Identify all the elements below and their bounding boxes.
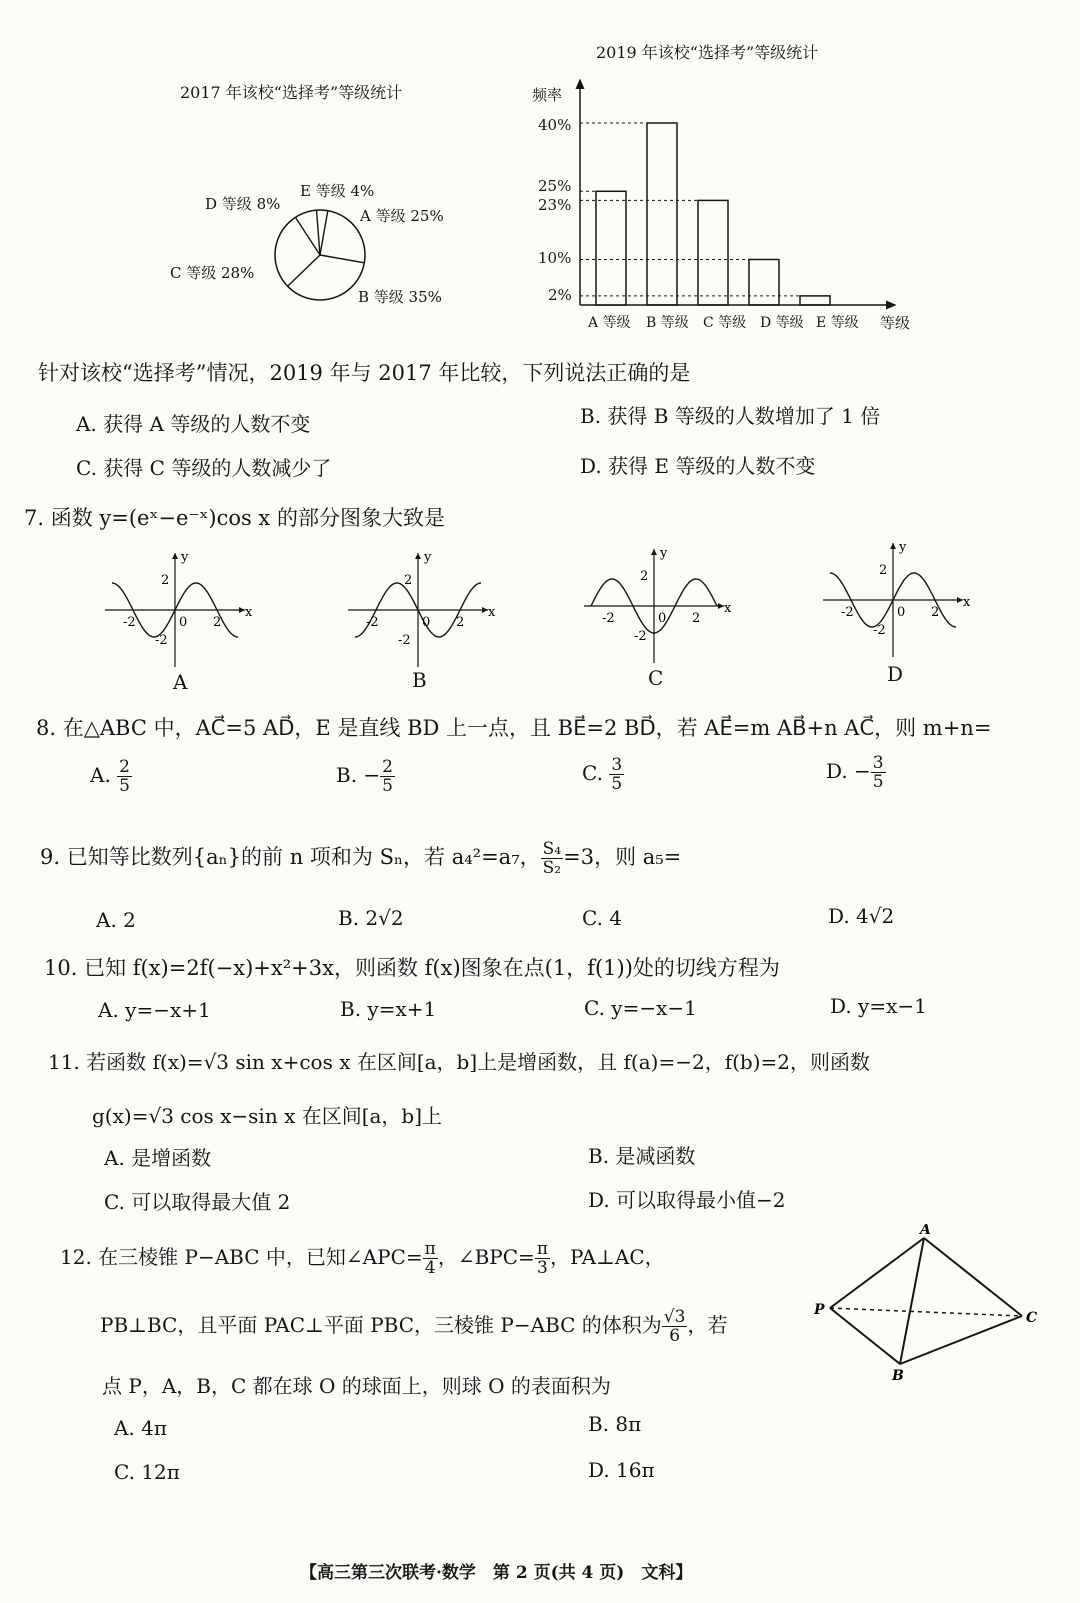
q12-option-c: C. 12π — [114, 1460, 180, 1484]
q7-tick-y-neg: -2 — [873, 623, 886, 638]
q7-tick-pos: 2 — [456, 615, 465, 630]
q10-option-c: C. y=−x−1 — [584, 996, 697, 1020]
vertex-p-label: P — [814, 1302, 825, 1318]
bar-cat-a: A 等级 — [588, 315, 631, 331]
pie-label-d: D 等级 8% — [205, 195, 281, 213]
bar-cat-b: B 等级 — [646, 315, 689, 331]
q7-tick-y-neg: -2 — [155, 633, 168, 648]
q11-option-b: B. 是减函数 — [588, 1144, 696, 1168]
bar-tick-2: 2% — [548, 286, 572, 304]
edge-bc — [900, 1316, 1022, 1364]
edge-ac — [924, 1238, 1022, 1316]
q12-line3: 点 P，A，B，C 都在球 O 的球面上，则球 O 的表面积为 — [102, 1374, 611, 1398]
q9-option-b: B. 2√2 — [338, 906, 404, 930]
bar-tick-40: 40% — [538, 116, 572, 134]
bar-cat-e: E 等级 — [816, 315, 859, 331]
q7-y-label: y — [899, 540, 907, 555]
pie-slice-A 等级 — [320, 211, 328, 255]
q12-line2: PB⊥BC，且平面 PAC⊥平面 PBC，三棱锥 P−ABC 的体积为 $\frac{√3}{6}$ ，若 — [100, 1307, 728, 1346]
bar-3 — [749, 260, 779, 306]
pie-label-b: B 等级 35% — [358, 288, 442, 306]
q7-tick-y-neg: -2 — [398, 633, 411, 648]
q8-option-c: C. $\frac{3}{5}$ — [582, 755, 623, 794]
q7-graph-A — [95, 545, 255, 675]
q7-y-label: y — [424, 550, 432, 565]
q7-tick-pos: 2 — [213, 615, 222, 630]
bar-tick-10: 10% — [538, 249, 572, 267]
bar-chart-title: 2019 年该校“选择考”等级统计 — [596, 43, 819, 62]
q7-label-b: B — [412, 668, 427, 692]
q7-origin-label: 0 — [179, 615, 188, 630]
edge-pc-hidden — [830, 1308, 1022, 1316]
bar-0 — [596, 191, 626, 305]
q12-option-b: B. 8π — [588, 1412, 642, 1436]
q7-graph-C — [574, 541, 734, 671]
bar-chart — [520, 70, 930, 340]
q9-option-c: C. 4 — [582, 906, 623, 930]
q7-origin-label: 0 — [658, 611, 667, 626]
q8-option-a: A. $\frac{2}{5}$ — [90, 757, 130, 796]
q7-tick-y-pos: 2 — [640, 569, 649, 584]
pie-slice-E 等级 — [317, 210, 321, 255]
vertex-c-label: C — [1026, 1310, 1038, 1326]
edge-pb — [830, 1308, 900, 1364]
q9-option-a: A. 2 — [96, 908, 136, 932]
pie-slice-C 等级 — [288, 255, 320, 286]
q6-option-d: D. 获得 E 等级的人数不变 — [580, 454, 816, 478]
q7-tick-y-pos: 2 — [404, 573, 413, 588]
q11-option-a: A. 是增函数 — [104, 1146, 212, 1170]
q10-option-d: D. y=x−1 — [830, 994, 927, 1018]
q8-stem: 8. 在△ABC 中，AC⃗=5 AD⃗，E 是直线 BD 上一点，且 BE⃗=2 BD⃗，若 AE⃗=m AB⃗+n AC⃗，则 m+n= — [36, 716, 992, 740]
q7-tick-pos: 2 — [931, 605, 940, 620]
q9-option-d: D. 4√2 — [828, 904, 895, 928]
bar-x-label: 等级 — [880, 314, 911, 332]
pie-label-e: E 等级 4% — [300, 182, 375, 200]
q7-label-c: C — [648, 666, 664, 690]
pie-chart-title: 2017 年该校“选择考”等级统计 — [180, 83, 403, 102]
q10-option-b: B. y=x+1 — [340, 997, 437, 1021]
q12-line1: 12. 在三棱锥 P−ABC 中，已知∠APC= $\frac{\pi}{4}$ ，∠BPC= $\frac{\pi}{3}$ ，PA⊥AC， — [60, 1239, 665, 1278]
q7-stem: 7. 函数 y=(eˣ−e⁻ˣ)cos x 的部分图象大致是 — [24, 506, 445, 530]
q11-line1: 11. 若函数 f(x)=√3 sin x+cos x 在区间[a，b]上是增函数，且 f(a)=−2，f(b)=2，则函数 — [48, 1050, 870, 1074]
q9-stem: 9. 已知等比数列{aₙ}的前 n 项和为 Sₙ，若 a₄²=a₇， $\frac{\text{S₄}}{\text{S₂}}$ =3，则 a₅= — [40, 839, 682, 878]
q7-y-label: y — [181, 550, 189, 565]
q8-option-d: D. − $\frac{3}{5}$ — [826, 753, 884, 792]
q7-graph-B — [338, 545, 498, 675]
bar-2 — [698, 200, 728, 305]
q7-tick-y-pos: 2 — [161, 573, 170, 588]
q7-tick-neg: -2 — [366, 615, 379, 630]
q12-option-d: D. 16π — [588, 1458, 655, 1482]
tetrahedron-figure — [812, 1224, 1052, 1384]
q11-line2: g(x)=√3 cos x−sin x 在区间[a，b]上 — [92, 1104, 443, 1128]
bar-y-label: 频率 — [532, 86, 563, 104]
q7-tick-neg: -2 — [602, 611, 615, 626]
edge-pa — [830, 1238, 924, 1308]
q6-option-c: C. 获得 C 等级的人数减少了 — [76, 456, 332, 480]
pie-label-c: C 等级 28% — [170, 264, 255, 282]
q7-tick-neg: -2 — [123, 615, 136, 630]
bar-tick-23: 23% — [538, 196, 572, 214]
q7-tick-y-pos: 2 — [879, 563, 888, 578]
pie-label-a: A 等级 25% — [360, 207, 444, 225]
vertex-a-label: A — [920, 1224, 931, 1238]
q7-tick-neg: -2 — [841, 605, 854, 620]
q7-label-d: D — [887, 662, 904, 686]
q6-option-b: B. 获得 B 等级的人数增加了 1 倍 — [580, 404, 881, 428]
q7-tick-pos: 2 — [692, 611, 701, 626]
bar-cat-c: C 等级 — [703, 315, 747, 331]
q7-x-label: x — [245, 605, 253, 620]
q7-x-label: x — [724, 601, 732, 616]
q6-option-a: A. 获得 A 等级的人数不变 — [76, 412, 311, 436]
page-footer: 【高三第三次联考·数学 第 2 页(共 4 页) 文科】 — [300, 1563, 693, 1583]
bar-1 — [647, 123, 677, 305]
q12-option-a: A. 4π — [114, 1416, 168, 1440]
q11-option-d: D. 可以取得最小值−2 — [588, 1188, 786, 1212]
bar-tick-25: 25% — [538, 177, 572, 195]
q7-tick-y-neg: -2 — [634, 629, 647, 644]
pie-slice-D 等级 — [295, 217, 320, 255]
pie-slice-B 等级 — [320, 255, 364, 263]
q7-x-label: x — [963, 595, 971, 610]
q7-label-a: A — [173, 670, 188, 694]
q7-origin-label: 0 — [897, 605, 906, 620]
q10-option-a: A. y=−x+1 — [98, 998, 211, 1022]
q11-option-c: C. 可以取得最大值 2 — [104, 1190, 291, 1214]
q7-graph-D — [813, 535, 973, 665]
q10-stem: 10. 已知 f(x)=2f(−x)+x²+3x，则函数 f(x)图象在点(1，f(1))处的切线方程为 — [44, 956, 780, 980]
q7-x-label: x — [488, 605, 496, 620]
q8-option-b: B. − $\frac{2}{5}$ — [336, 757, 393, 796]
bar-cat-d: D 等级 — [760, 315, 804, 331]
q6-stem: 针对该校“选择考”情况，2019 年与 2017 年比较，下列说法正确的是 — [38, 361, 691, 385]
bar-4 — [800, 296, 830, 305]
q7-y-label: y — [660, 546, 668, 561]
q7-origin-label: 0 — [422, 615, 431, 630]
pie-slice-lines — [288, 210, 365, 286]
edge-ab — [900, 1238, 924, 1364]
vertex-b-label: B — [892, 1368, 904, 1384]
